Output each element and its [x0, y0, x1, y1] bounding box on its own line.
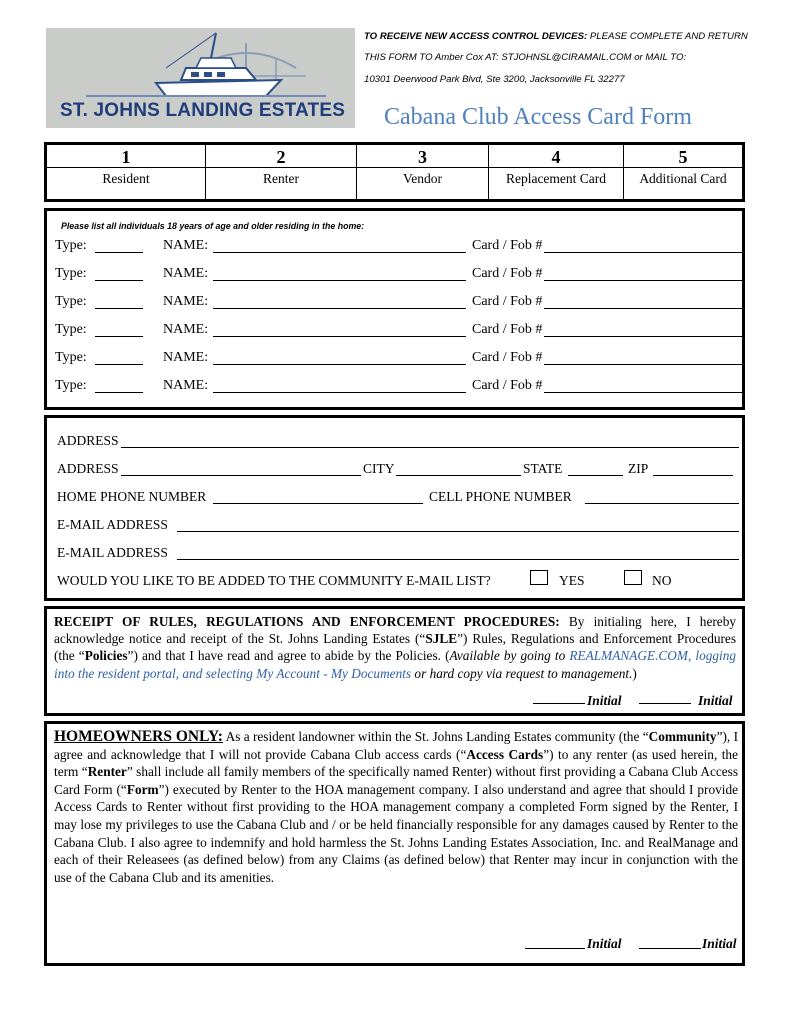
rules-initial-field-2[interactable]: [639, 703, 691, 704]
type-label: Renter: [206, 167, 356, 187]
card-fob-field[interactable]: [544, 336, 744, 337]
type-label: Type:: [55, 294, 87, 309]
rules-text: [54, 613, 736, 682]
instructions-line-2: THIS FORM TO Amber Cox AT: STJOHNSL@CIRAMAIL.COM or MAIL TO:: [364, 52, 687, 63]
rules-text-part: By initialing here, I hereby acknowledge notice and receipt of the St. Johns Landing Estates (“: [54, 614, 736, 647]
rules-heading: RECEIPT OF RULES, REGULATIONS AND ENFORCEMENT PROCEDURES:: [54, 614, 560, 629]
homeowners-initial-label-2: Initial: [702, 936, 737, 951]
rules-text-part: ”) and that I have read and agree to abide by the Policies. (: [127, 648, 450, 664]
contact-section: [44, 415, 745, 601]
card-fob-label: Card / Fob #: [472, 350, 543, 365]
rules-initial-label-1: Initial: [587, 693, 622, 708]
type-label: Type:: [55, 238, 87, 253]
name-label: NAME:: [163, 378, 209, 393]
type-label: Type:: [55, 350, 87, 365]
homeowners-text-part: ” shall include all family members of the specifically named Renter) without first providing a Cabana Club Access Card Form (“: [54, 764, 739, 797]
card-fob-label: Card / Fob #: [472, 378, 543, 393]
card-fob-label: Card / Fob #: [472, 266, 543, 281]
logo-text: ST. JOHNS LANDING ESTATES: [60, 100, 346, 121]
instructions-bold: TO RECEIVE NEW ACCESS CONTROL DEVICES:: [364, 31, 588, 42]
type-number: 2: [276, 147, 286, 167]
address-field-1[interactable]: [121, 447, 739, 448]
instructions-rest: PLEASE COMPLETE AND RETURN: [587, 31, 748, 42]
address-label: ADDRESS: [57, 433, 119, 448]
card-type-table: [44, 142, 745, 202]
cell-phone-label: CELL PHONE NUMBER: [429, 489, 572, 504]
rules-text-part: ): [632, 665, 637, 681]
type-field[interactable]: [95, 336, 143, 337]
card-fob-field[interactable]: [544, 280, 744, 281]
homeowners-heading: HOMEOWNERS ONLY:: [54, 728, 223, 745]
hard-copy-note: or hard copy via request to management.: [411, 665, 633, 681]
type-field[interactable]: [95, 280, 143, 281]
instructions-line-1: [364, 31, 748, 42]
sjle-term: SJLE: [425, 631, 458, 647]
no-label: NO: [652, 573, 672, 588]
homeowners-text-part: ”) executed by Renter to the HOA management company. I also understand and agree that should I provide Access Cards to Renter without first providing to the HOA management company a completed Form signed by the Renter, I may lose my privileges to use the Cabana Club and / or be held financially responsible for any damages caused by Renter to the Cabana Club. I also agree to indemnify and hold harmless the St. Johns Landing Estates Association, Inc. and RealManage and each of their Releasees (as defined below) from any Claims (as defined below) that Renter may incur in conjunction with the use of the Cabana Club and its amenities.: [54, 781, 738, 885]
logo: [46, 28, 355, 128]
homeowners-text-part: As a resident landowner within the St. Johns Landing Estates community (the “: [222, 729, 649, 744]
type-number: 4: [551, 147, 561, 167]
type-option-4[interactable]: [489, 145, 624, 199]
zip-label: ZIP: [628, 461, 649, 476]
name-label: NAME:: [163, 238, 209, 253]
type-label: Type:: [55, 266, 87, 281]
card-fob-field[interactable]: [544, 252, 744, 253]
rules-acknowledgement-section: [44, 606, 745, 716]
no-checkbox[interactable]: [624, 570, 642, 585]
type-field[interactable]: [95, 252, 143, 253]
type-number: 5: [678, 147, 688, 167]
name-label: NAME:: [163, 294, 209, 309]
residents-note: Please list all individuals 18 years of age and older residing in the home:: [61, 221, 365, 231]
yes-label: YES: [559, 573, 585, 588]
card-fob-label: Card / Fob #: [472, 294, 543, 309]
policies-term: Policies: [84, 648, 128, 664]
zip-field[interactable]: [653, 475, 733, 476]
type-option-3[interactable]: [357, 145, 489, 199]
type-option-1[interactable]: [47, 145, 206, 199]
homeowners-initial-field-1[interactable]: [525, 948, 585, 949]
availability-note: Available by going to: [449, 648, 570, 664]
type-label: Replacement Card: [489, 167, 623, 187]
name-label: NAME:: [163, 350, 209, 365]
type-field[interactable]: [95, 364, 143, 365]
email-field-1[interactable]: [177, 531, 739, 532]
address-field-2[interactable]: [121, 475, 361, 476]
rules-initial-field-1[interactable]: [533, 703, 585, 704]
name-label: NAME:: [163, 322, 209, 337]
homeowners-initial-label-1: Initial: [587, 936, 622, 951]
type-option-2[interactable]: [206, 145, 357, 199]
name-field[interactable]: [213, 252, 466, 253]
access-cards-term: Access Cards: [466, 746, 544, 762]
type-option-5[interactable]: [624, 145, 742, 199]
name-label: NAME:: [163, 266, 209, 281]
address-row-1: [57, 433, 119, 449]
card-fob-field[interactable]: [544, 308, 744, 309]
yes-checkbox[interactable]: [530, 570, 548, 585]
form-term: Form: [126, 781, 159, 797]
homeowners-text-part: ”), I agree and acknowledge that I will not provide Cabana Club access cards (“: [54, 729, 738, 762]
type-number: 3: [418, 147, 427, 167]
residents-section: [44, 208, 745, 410]
mailing-address: 10301 Deerwood Park Blvd, Ste 3200, Jacksonville FL 32277: [364, 74, 625, 85]
state-field[interactable]: [568, 475, 623, 476]
name-field[interactable]: [213, 308, 466, 309]
card-fob-field[interactable]: [544, 364, 744, 365]
email-label-2: E-MAIL ADDRESS: [57, 545, 168, 560]
type-label: Resident: [47, 167, 205, 187]
email-label-1: E-MAIL ADDRESS: [57, 517, 168, 532]
community-term: Community: [648, 729, 717, 744]
renter-term: Renter: [87, 764, 127, 780]
type-label: Type:: [55, 322, 87, 337]
home-phone-field[interactable]: [213, 503, 423, 504]
cell-phone-field[interactable]: [585, 503, 739, 504]
form-title: Cabana Club Access Card Form: [384, 104, 692, 130]
type-field[interactable]: [95, 308, 143, 309]
name-field[interactable]: [213, 392, 466, 393]
rules-initial-label-2: Initial: [698, 693, 733, 708]
homeowners-text: [54, 728, 738, 886]
email-list-question: WOULD YOU LIKE TO BE ADDED TO THE COMMUNITY E-MAIL LIST?: [57, 573, 491, 588]
email-field-2[interactable]: [177, 559, 739, 560]
name-field[interactable]: [213, 364, 466, 365]
home-phone-label: HOME PHONE NUMBER: [57, 489, 207, 504]
homeowners-text-part: ”) to any renter (as used herein, the term “: [54, 746, 738, 780]
state-label: STATE: [523, 461, 563, 476]
type-label: Type:: [55, 378, 87, 393]
name-field[interactable]: [213, 280, 466, 281]
homeowners-initial-field-2[interactable]: [639, 948, 701, 949]
city-field[interactable]: [396, 475, 521, 476]
card-fob-field[interactable]: [544, 392, 744, 393]
city-label: CITY: [363, 461, 395, 476]
type-label: Additional Card: [624, 167, 742, 187]
rules-text-part: ”) Rules, Regulations and Enforcement Procedures (the “: [54, 631, 736, 664]
card-fob-label: Card / Fob #: [472, 322, 543, 337]
type-label: Vendor: [357, 167, 488, 187]
name-field[interactable]: [213, 336, 466, 337]
card-fob-label: Card / Fob #: [472, 238, 543, 253]
address-label-2: ADDRESS: [57, 461, 119, 476]
realmanage-link[interactable]: REALMANAGE.COM, logging into the resident portal, and selecting My Account - My Documents: [54, 648, 737, 681]
type-number: 1: [121, 147, 131, 167]
type-field[interactable]: [95, 392, 143, 393]
homeowners-section: [44, 721, 745, 966]
